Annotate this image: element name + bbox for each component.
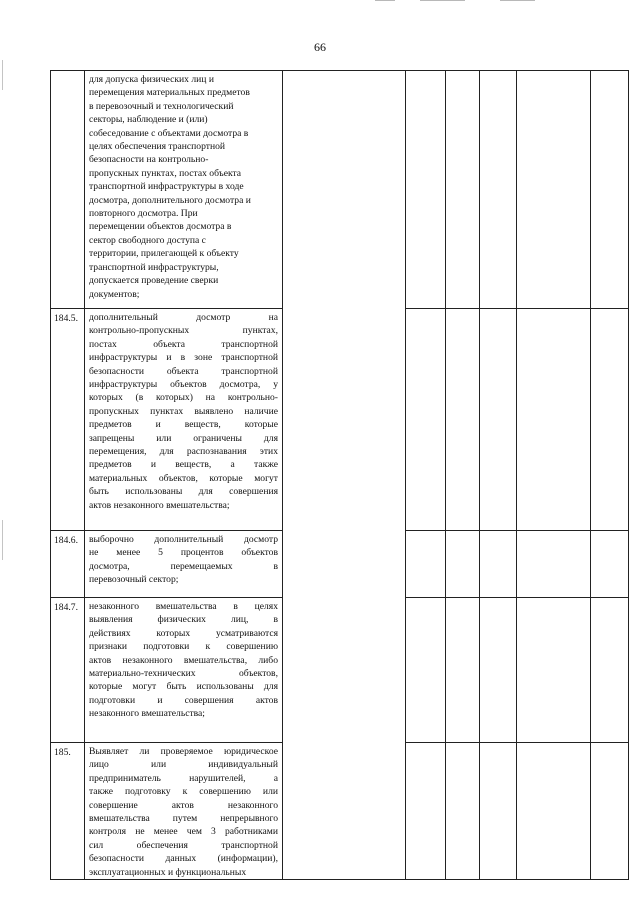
empty-cell: [446, 743, 480, 880]
text-line: документов;: [89, 288, 140, 300]
text-line: транспортной инфраструктуры в ходе: [89, 181, 244, 193]
text-line: предметов и веществ, а также: [89, 459, 278, 471]
text-line: актов незаконного вмешательства;: [89, 499, 230, 511]
text-line: запрещены или ограничены для: [89, 432, 278, 444]
text-line: повторного досмотра. При: [89, 208, 198, 220]
merged-empty-cell: [283, 71, 406, 880]
checklist-table: [50, 70, 629, 880]
empty-cell: [446, 309, 480, 531]
text-line: перемещения материальных предметов: [89, 87, 250, 99]
text-line: сил обеспечения транспортной: [89, 839, 278, 851]
text-line: не менее 5 процентов объектов: [89, 547, 278, 559]
empty-cell: [517, 71, 591, 309]
text-line: незаконного вмешательства в целях: [89, 601, 278, 612]
text-line: инфраструктуры и в зоне транспортной: [89, 352, 278, 364]
text-line: материальных объектов, которые могут: [89, 472, 278, 484]
empty-cell: [480, 598, 517, 743]
row-number: 184.5.: [51, 309, 85, 531]
text-line: для допуска физических лиц и: [89, 74, 214, 85]
empty-cell: [480, 71, 517, 309]
text-line: Выявляет ли проверяемое юридическое: [89, 746, 278, 757]
requirement-text: [85, 598, 283, 743]
text-line: предприниматель нарушителей, а: [89, 772, 278, 784]
text-line: сектор свободного доступа с: [89, 234, 206, 246]
empty-cell: [446, 598, 480, 743]
empty-cell: [591, 531, 629, 598]
text-line: действиях которых усматриваются: [89, 627, 278, 639]
text-line: контрольно-пропускных пунктах,: [89, 325, 278, 337]
scan-artifact: [375, 0, 395, 1]
text-line: выявления физических лиц, в: [89, 614, 278, 626]
text-line: быть использованы для совершения: [89, 486, 278, 498]
row-number: 184.7.: [51, 598, 85, 743]
text-line: транспортной инфраструктуры,: [89, 261, 219, 273]
text-line: досмотра, дополнительного досмотра и: [89, 194, 251, 206]
scan-artifact: [500, 0, 535, 1]
scan-artifact: [420, 0, 465, 1]
text-line: дополнительный досмотр на: [89, 312, 278, 323]
text-line: предметов и веществ, которые: [89, 419, 278, 431]
empty-cell: [591, 598, 629, 743]
text-line: инфраструктуры объектов досмотра, у: [89, 379, 278, 391]
text-line: эксплуатационных и функциональных: [89, 866, 247, 878]
empty-cell: [517, 598, 591, 743]
text-line: пропускных пунктах выявлено наличие: [89, 405, 278, 417]
requirement-text: [85, 531, 283, 598]
text-line: незаконного вмешательства;: [89, 708, 205, 720]
empty-cell: [406, 71, 446, 309]
text-line: также подготовку к совершению или: [89, 786, 278, 798]
empty-cell: [517, 743, 591, 880]
text-line: выборочно дополнительный досмотр: [89, 534, 278, 545]
text-line: территории, прилегающей к объекту: [89, 248, 239, 260]
empty-cell: [517, 531, 591, 598]
text-line: материально-технических объектов,: [89, 668, 278, 680]
empty-cell: [406, 531, 446, 598]
text-line: которые могут быть использованы для: [89, 681, 278, 693]
empty-cell: [591, 309, 629, 531]
empty-cell: [517, 309, 591, 531]
requirement-text: [85, 71, 283, 309]
scan-artifact: [2, 60, 3, 90]
text-line: актов незаконного вмешательства, либо: [89, 654, 278, 666]
text-line: совершение актов незаконного: [89, 799, 278, 811]
text-line: перемещения, для распознавания этих: [89, 446, 278, 458]
text-line: перемещении объектов досмотра в: [89, 221, 232, 233]
requirement-text: [85, 309, 283, 531]
text-line: вмешательства путем непрерывного: [89, 813, 278, 825]
text-line: признаки подготовки к совершению: [89, 641, 278, 653]
empty-cell: [591, 743, 629, 880]
text-line: перевозочный сектор;: [89, 574, 179, 586]
text-line: собеседование с объектами досмотра в: [89, 127, 249, 139]
text-line: секторы, наблюдение и (или): [89, 114, 208, 126]
empty-cell: [406, 598, 446, 743]
text-line: в перевозочный и технологический: [89, 100, 234, 112]
text-line: постах объекта транспортной: [89, 338, 278, 350]
text-line: безопасности на контрольно-: [89, 154, 209, 166]
scan-artifact: [2, 520, 3, 560]
empty-cell: [446, 71, 480, 309]
empty-cell: [480, 309, 517, 531]
text-line: пропускных пунктах, постах объекта: [89, 167, 242, 179]
text-line: подготовки и совершения актов: [89, 694, 278, 706]
empty-cell: [406, 743, 446, 880]
empty-cell: [406, 309, 446, 531]
text-line: контроля не менее чем 3 работниками: [89, 826, 278, 838]
empty-cell: [480, 743, 517, 880]
table-row: [51, 71, 629, 309]
text-line: безопасности объекта транспортной: [89, 365, 278, 377]
empty-cell: [480, 531, 517, 598]
text-line: целях обеспечения транспортной: [89, 141, 226, 153]
page-number: 66: [314, 40, 326, 54]
row-number: [51, 71, 85, 309]
text-line: допускается проведение сверки: [89, 275, 219, 287]
text-line: досмотра, перемещаемых в: [89, 560, 278, 572]
row-number: 185.: [51, 743, 85, 880]
requirement-text: [85, 743, 283, 880]
text-line: которых (в которых) на контрольно-: [89, 392, 278, 404]
empty-cell: [591, 71, 629, 309]
text-line: лицо или индивидуальный: [89, 759, 278, 771]
empty-cell: [446, 531, 480, 598]
text-line: безопасности данных (информации),: [89, 853, 278, 865]
row-number: 184.6.: [51, 531, 85, 598]
